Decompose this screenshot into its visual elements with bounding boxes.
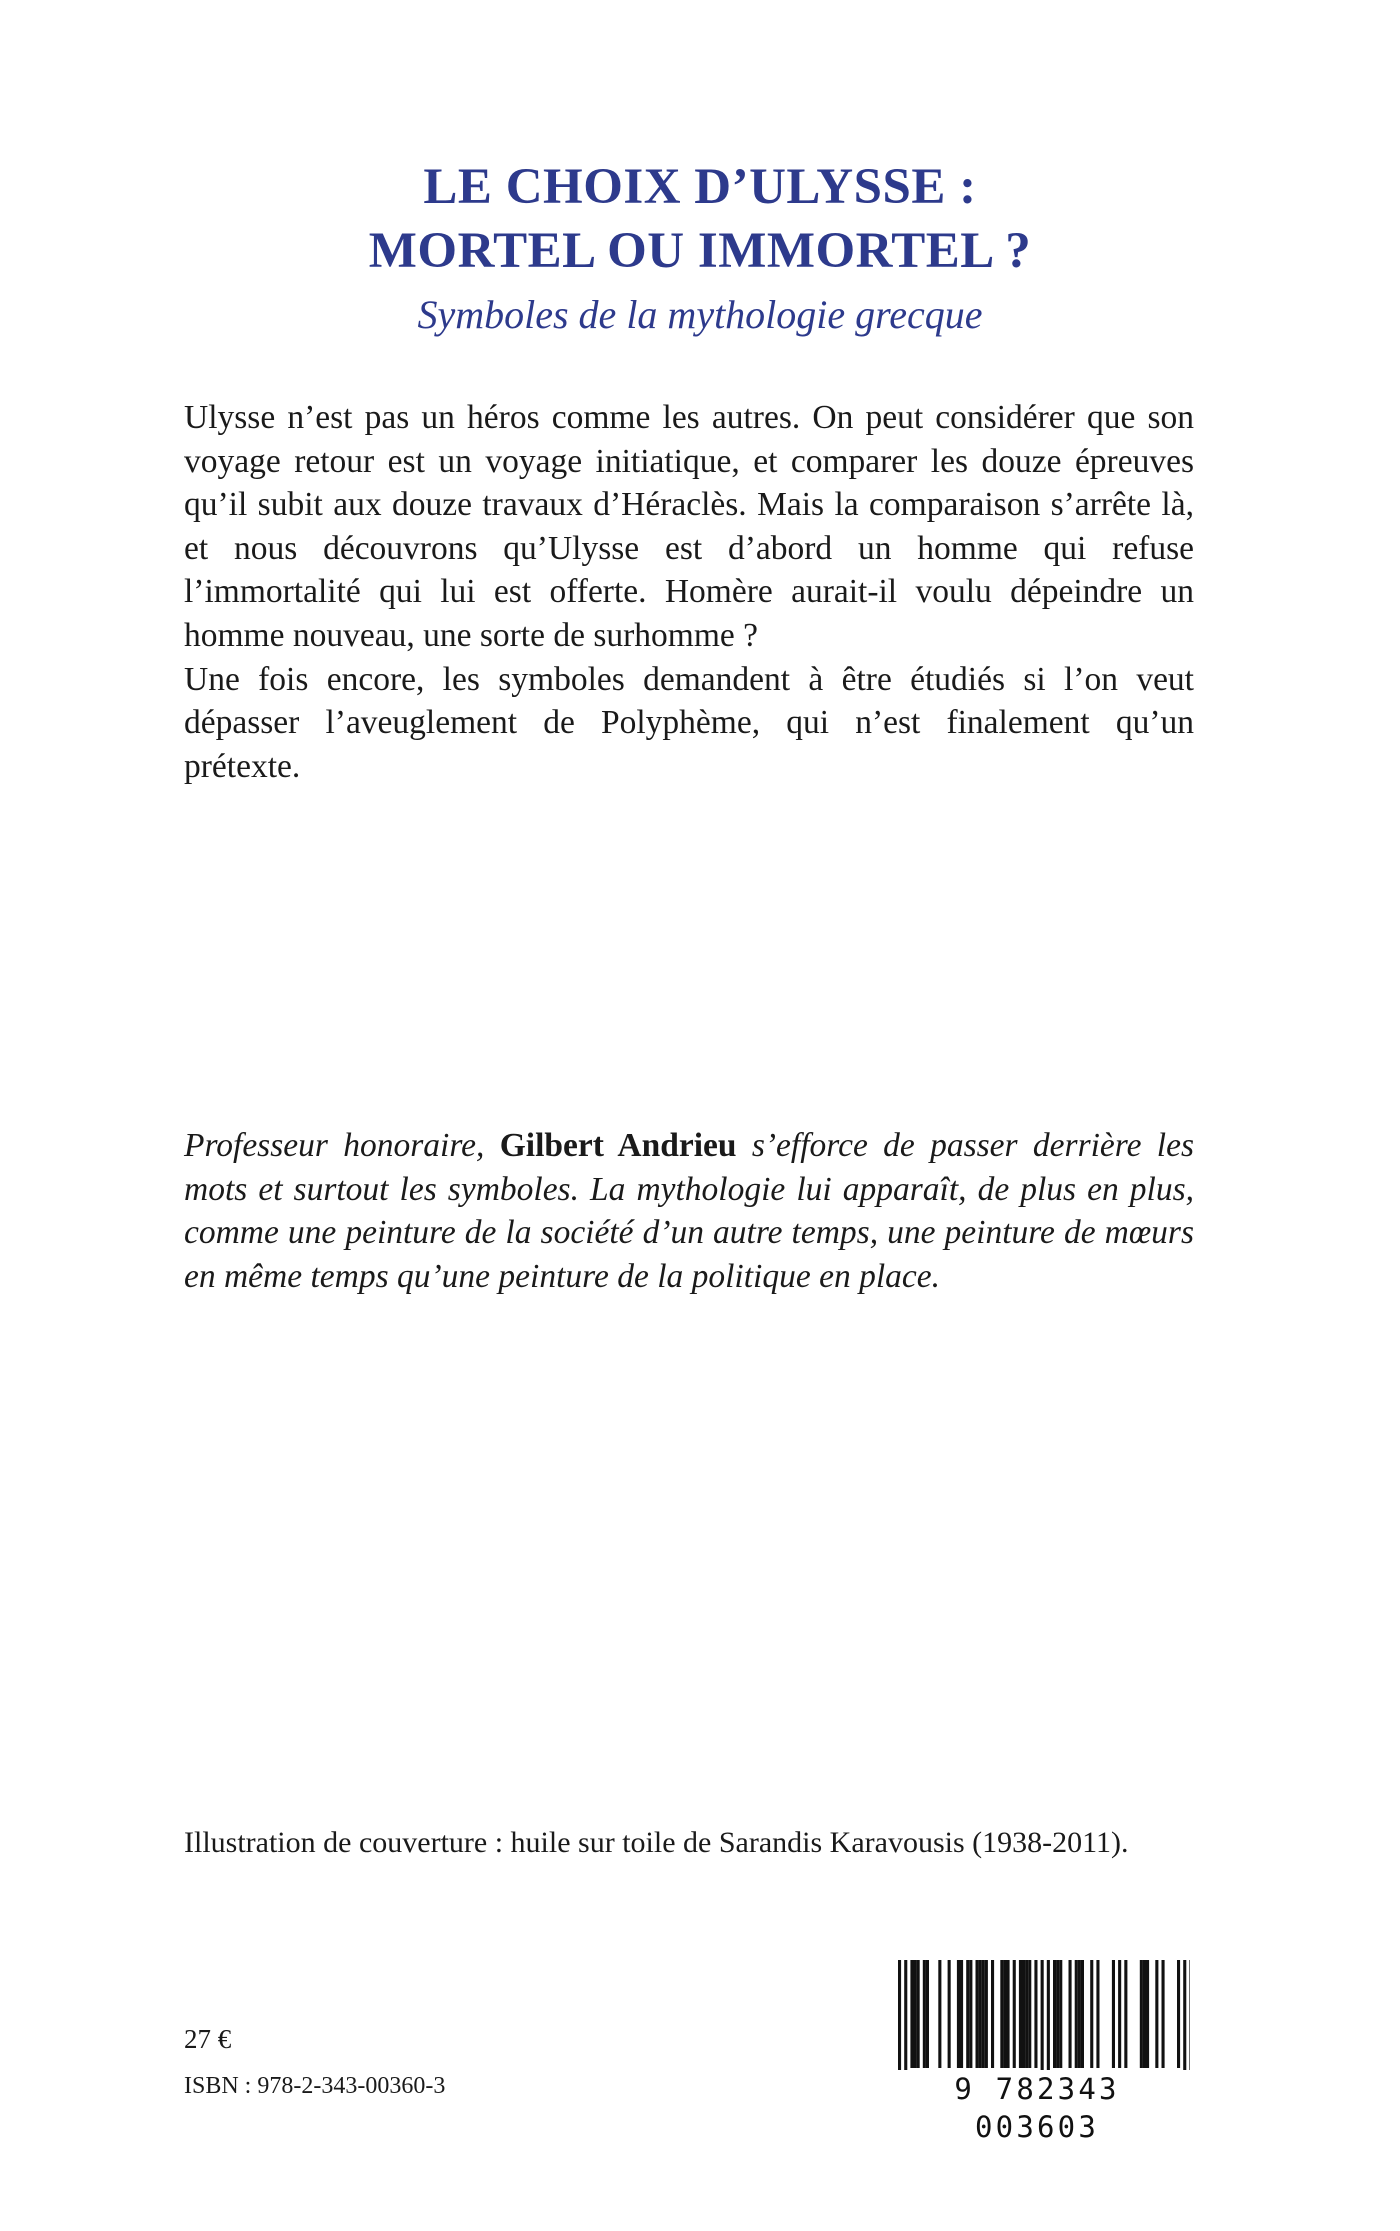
author-bio <box>184 1124 1194 1298</box>
barcode-bar <box>926 1960 929 2068</box>
barcode-bar <box>1028 1960 1031 2068</box>
barcode-bar <box>976 1960 979 2068</box>
barcode <box>884 1960 1190 2144</box>
barcode-bar <box>1019 1960 1022 2068</box>
barcode-bar <box>1118 1960 1121 2068</box>
barcode-bar <box>1025 1960 1028 2068</box>
author-name: Gilbert Andrieu <box>499 1127 737 1164</box>
barcode-bar <box>1162 1960 1165 2068</box>
barcode-bar <box>991 1960 994 2068</box>
barcode-guard-bar <box>1183 1960 1186 2078</box>
barcode-bar <box>1053 1960 1056 2068</box>
barcode-bar <box>1090 1960 1093 2068</box>
barcode-bar <box>1146 1960 1149 2068</box>
barcode-bar <box>969 1960 972 2068</box>
barcode-guard-bar <box>904 1960 907 2078</box>
barcode-bar <box>1112 1960 1115 2068</box>
author-bio-text: s’efforce de passer derrière les mots et surtout les symboles. La mythologie lui apparaît, de plus en plus, comme une peinture de la société d’un autre temps, une peinture de mœurs en même temps qu’une peinture de la politique en place. <box>184 1127 1194 1295</box>
price: 27 € <box>184 2024 232 2054</box>
barcode-bar <box>982 1960 985 2068</box>
barcode-bar <box>960 1960 963 2068</box>
book-title <box>0 155 1400 283</box>
barcode-bar <box>914 1960 917 2068</box>
cover-credit: Illustration de couverture : huile sur toile de Sarandis Karavousis (1938-2011). <box>184 1826 1129 1859</box>
barcode-bar <box>979 1960 982 2068</box>
barcode-bar <box>1155 1960 1158 2068</box>
barcode-guard-bar <box>898 1960 901 2078</box>
barcode-bar <box>1140 1960 1143 2068</box>
barcode-bar <box>966 1960 969 2068</box>
barcode-bar <box>1000 1960 1003 2068</box>
book-subtitle: Symboles de la mythologie grecque <box>417 292 983 337</box>
barcode-bar <box>938 1960 941 2068</box>
barcode-guard-bar <box>1047 1960 1050 2078</box>
title-line-1: LE CHOIX D’ULYSSE : <box>423 159 977 215</box>
synopsis-paragraph-1: Ulysse n’est pas un héros comme les autres. On peut considérer que son voyage retour est un voyage initiatique, et comparer les douze épreuves qu’il subit aux douze travaux d’Héraclès. Mais la comparaison s’arrête là, et nous découvrons qu’Ulysse est d’abord un homme qui refuse l’immortalité qui lui est offerte. Homère aurait-il voulu dépeindre un homme nouveau, une sorte de surhomme ? <box>184 399 1194 654</box>
barcode-bar <box>1013 1960 1016 2068</box>
barcode-bar <box>923 1960 926 2068</box>
barcode-bar <box>1022 1960 1025 2068</box>
barcode-bar <box>917 1960 920 2068</box>
barcode-bar <box>1124 1960 1127 2068</box>
barcode-bar <box>1081 1960 1084 2068</box>
barcode-bar <box>1059 1960 1062 2068</box>
title-line-2: MORTEL OU IMMORTEL ? <box>368 223 1032 279</box>
synopsis-paragraph-2: Une fois encore, les symboles demandent à être étudiés si l’on veut dépasser l’aveuglement de Polyphème, qui n’est finalement qu’un prétexte. <box>184 660 1194 785</box>
barcode-bar <box>910 1960 913 2068</box>
barcode-bar <box>1034 1960 1037 2068</box>
barcode-bar <box>1078 1960 1081 2068</box>
isbn: ISBN : 978-2-343-00360-3 <box>184 2073 446 2099</box>
barcode-bars <box>884 1960 1190 2078</box>
author-bio-lead: Professeur honoraire, <box>184 1127 500 1164</box>
barcode-bar <box>985 1960 988 2068</box>
barcode-bar <box>1069 1960 1072 2068</box>
barcode-bar <box>1007 1960 1010 2068</box>
synopsis <box>184 396 1194 788</box>
barcode-bar <box>948 1960 951 2068</box>
barcode-bar <box>1177 1960 1180 2068</box>
barcode-guard-bar <box>1189 1960 1190 2078</box>
barcode-bar <box>1143 1960 1146 2068</box>
barcode-digits: 9 782343 003603 <box>884 2070 1190 2108</box>
barcode-bar <box>1075 1960 1078 2068</box>
barcode-bar <box>1056 1960 1059 2068</box>
barcode-bar <box>1003 1960 1006 2068</box>
barcode-guard-bar <box>1041 1960 1044 2078</box>
barcode-bar <box>1096 1960 1099 2068</box>
barcode-bar <box>957 1960 960 2068</box>
